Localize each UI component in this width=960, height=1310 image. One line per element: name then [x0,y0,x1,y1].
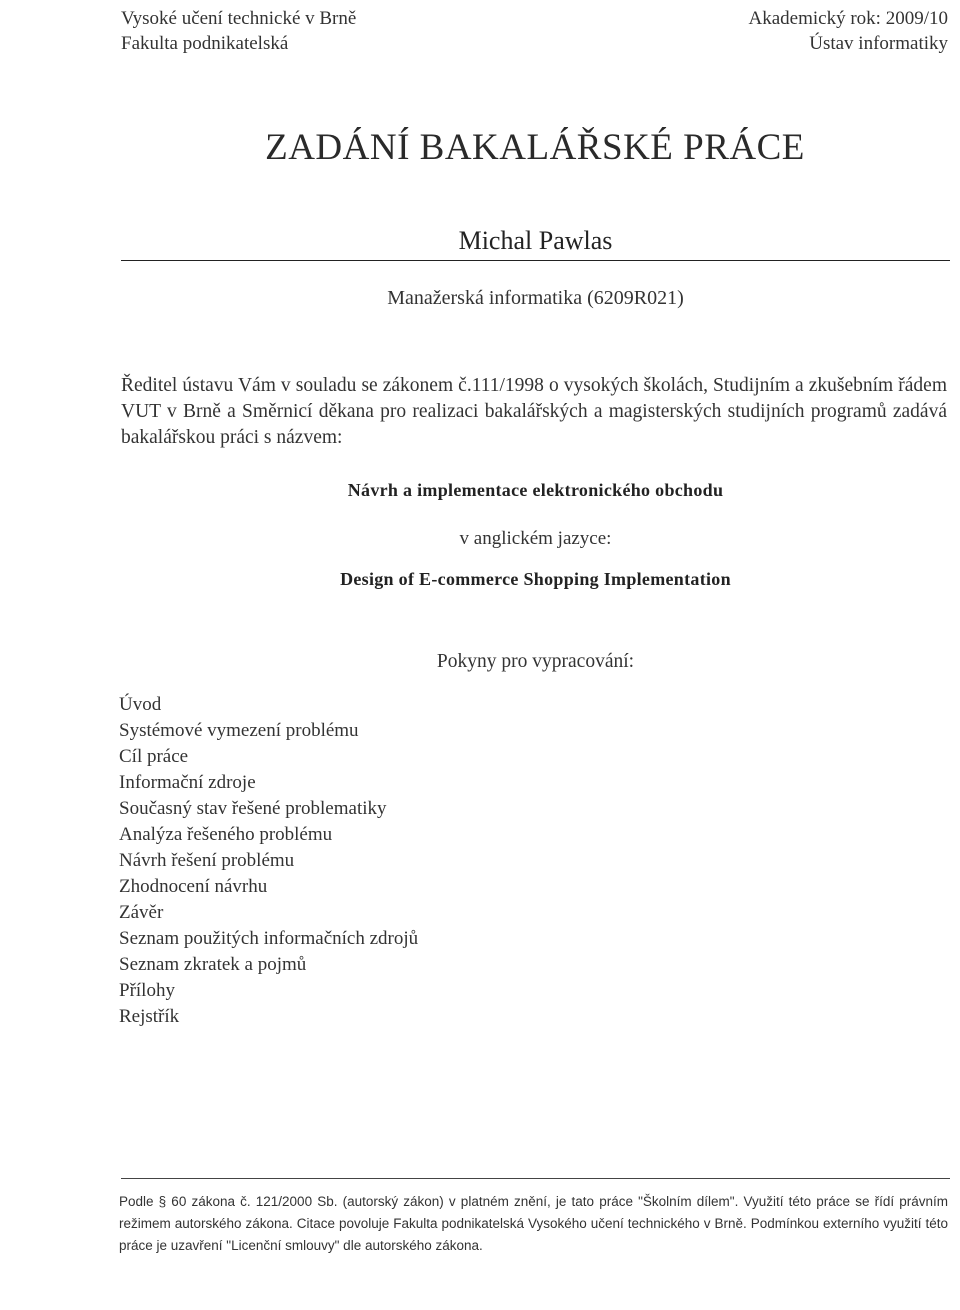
document-title: ZADÁNÍ BAKALÁŘSKÉ PRÁCE [265,127,805,168]
instructions-heading: Pokyny pro vypracování: [436,651,635,672]
outline-item: Analýza řešeného problému [119,824,333,845]
outline-list [119,692,418,1030]
outline-item: Přílohy [119,980,175,1001]
institute-name: Ústav informatiky [809,33,948,54]
outline-item: Systémové vymezení problému [119,720,359,741]
study-programme: Manažerská informatika (6209R021) [387,287,684,309]
academic-year: Akademický rok: 2009/10 [748,8,948,29]
outline-item: Cíl práce [119,746,189,767]
outline-item: Rejstřík [119,1006,180,1027]
outline-item: Úvod [119,694,162,715]
outline-item: Návrh řešení problému [119,850,295,871]
english-language-label: v anglickém jazyce: [459,528,612,549]
thesis-title-english: Design of E-commerce Shopping Implementation [340,569,731,589]
thesis-title-czech: Návrh a implementace elektronického obchodu [347,480,724,500]
header-right [749,6,948,56]
outline-item: Seznam zkratek a pojmů [119,954,307,975]
header-left [121,6,356,56]
student-name: Michal Pawlas [458,226,613,255]
outline-item: Informační zdroje [119,772,256,793]
outline-item: Zhodnocení návrhu [119,876,268,897]
outline-item: Seznam použitých informačních zdrojů [119,928,419,949]
footer-divider [121,1178,950,1179]
faculty-name: Fakulta podnikatelská [121,33,289,54]
intro-paragraph: Ředitel ústavu Vám v souladu se zákonem č.111/1998 o vysokých školách, Studijním a zkušebním řádem VUT v Brně a Směrnicí děkana pro realizaci bakalářských a magisterských studijních programů zadává bakalářskou práci s názvem: [121,375,947,448]
university-name: Vysoké učení technické v Brně [121,8,357,29]
outline-item: Současný stav řešené problematiky [119,798,387,819]
copyright-note: Podle § 60 zákona č. 121/2000 Sb. (autorský zákon) v platném znění, je tato práce "Školním dílem". Využití této práce se řídí právním režimem autorského zákona. Citace povoluje Fakulta podnikatelská Vysokého učení technického v Brně. Podmínkou externího využití této práce je uzavření "Licenční smlouvy" dle autorského zákona. [119,1194,948,1253]
name-underline [121,260,950,261]
outline-item: Závěr [119,902,164,923]
